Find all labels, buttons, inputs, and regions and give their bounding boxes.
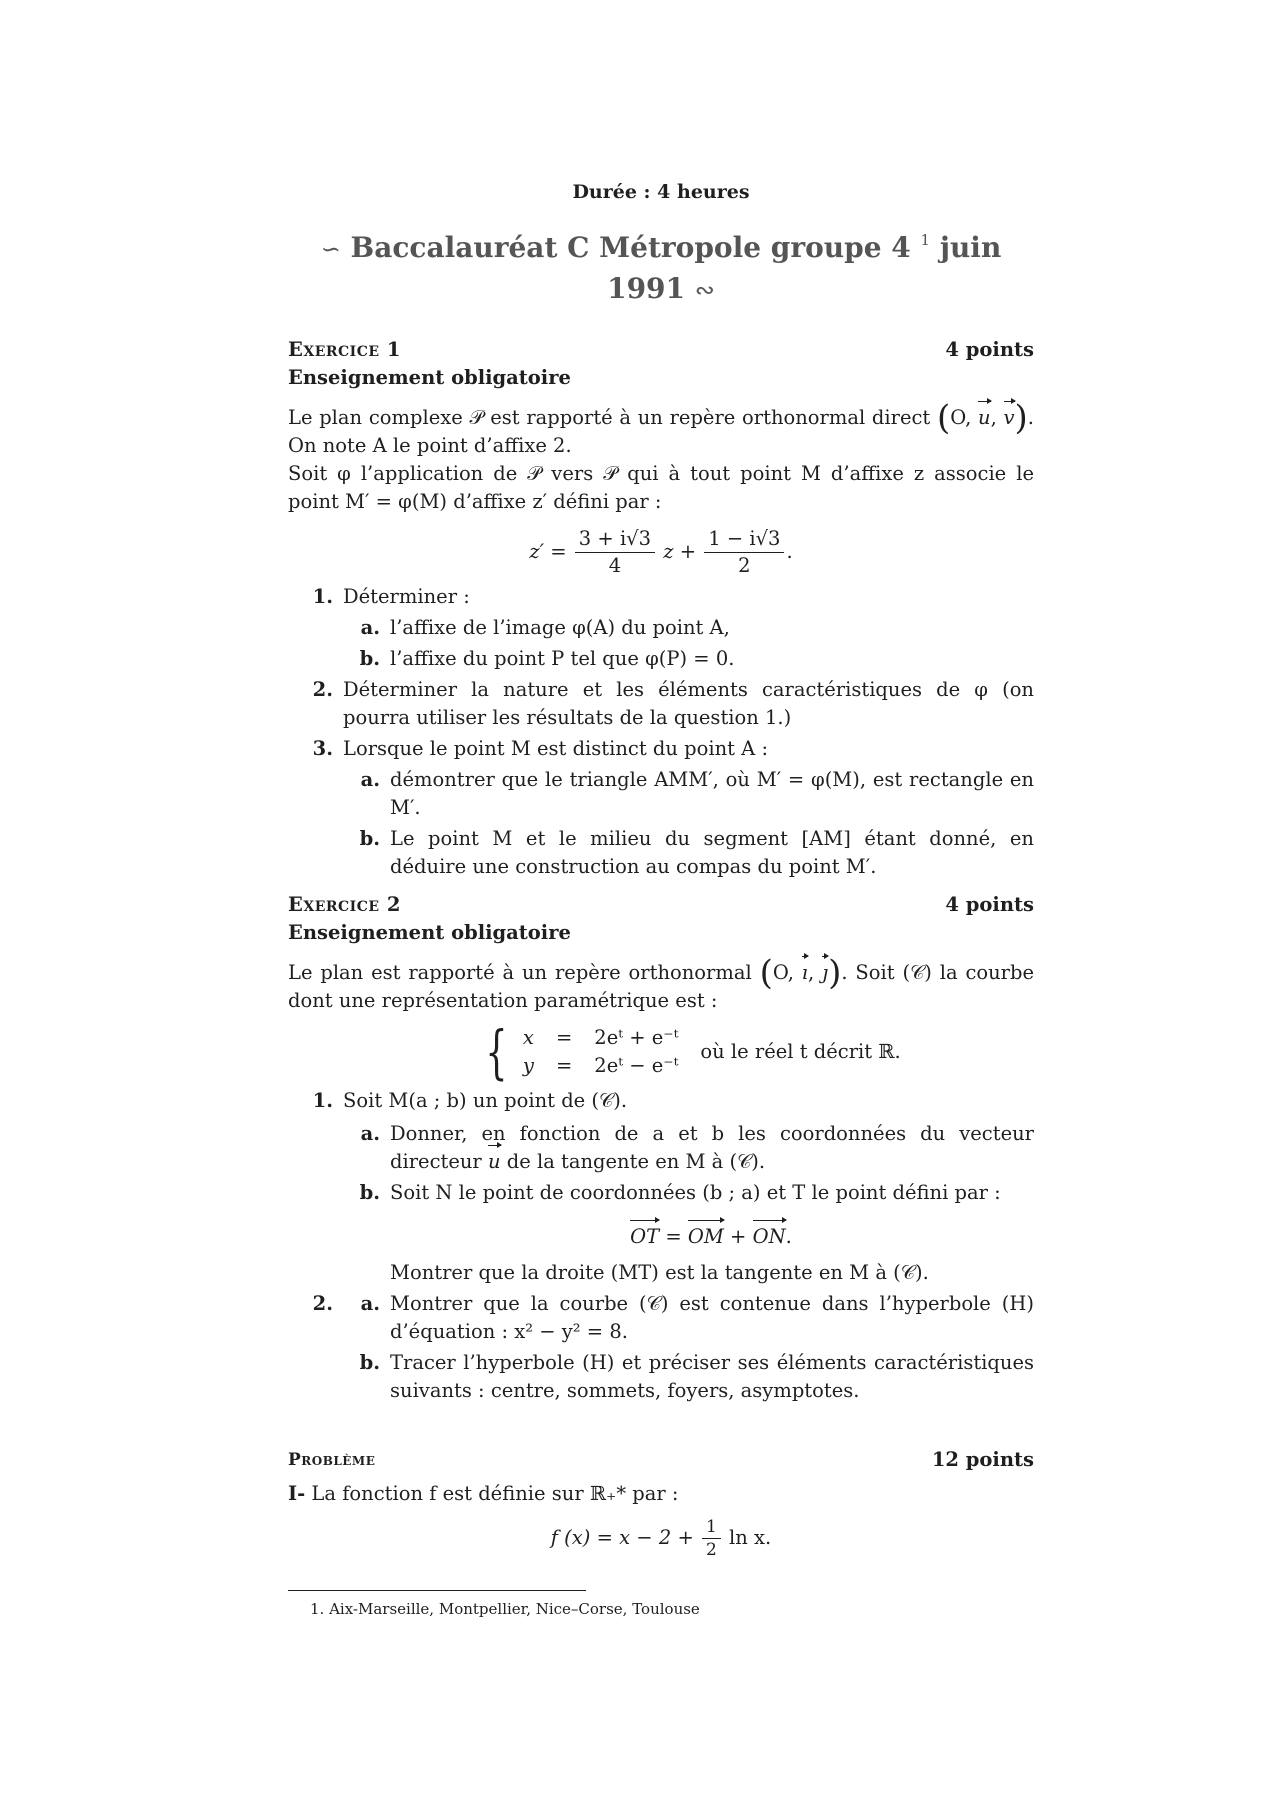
fraction-1: [575, 526, 655, 579]
duration-label: Durée : 4 heures: [572, 181, 750, 203]
exercise-1-intro: [288, 398, 1034, 460]
paren-open: (: [936, 398, 951, 438]
title-text: Baccalauréat C Métropole groupe 4: [350, 231, 911, 264]
question-1: [288, 583, 1034, 611]
system-eq: =: [555, 1026, 573, 1049]
intro-text: Le plan est rapporté à un repère orthonormal: [288, 961, 752, 984]
fraction-2: [704, 526, 784, 579]
exercise-2-header: [288, 891, 1034, 919]
intro-text-end: . On note A le point d’affixe 2.: [288, 406, 1034, 457]
question-text: démontrer que le triangle AMM′, où M′ = φ(M), est rectangle en M′.: [390, 768, 1034, 819]
question-text: [390, 1120, 1034, 1176]
footnote-mark: 1: [920, 231, 931, 249]
exercise-2-intro: [288, 953, 1035, 1015]
question-letter: b.: [359, 1351, 380, 1374]
comma: ,: [808, 961, 815, 984]
question-3: [288, 735, 1034, 763]
vector-plus-sign: +: [730, 1225, 747, 1248]
vector-u: u: [488, 1148, 501, 1176]
system-note: où le réel t décrit ℝ.: [700, 1040, 901, 1063]
question-text: Tracer l’hyperbole (H) et préciser ses éléments caractéristiques suivants : centre, sommets, foyers, asymptotes.: [390, 1351, 1034, 1402]
exercise-1-subtitle: Enseignement obligatoire: [288, 366, 571, 389]
question-letter: a.: [360, 1292, 380, 1315]
question-3a: [288, 766, 1034, 822]
question-text: Lorsque le point M est distinct du point A :: [343, 737, 769, 760]
exercise-2: [288, 891, 1034, 1405]
exercise-2-title: Exercice 2: [288, 893, 401, 916]
vector-u: u: [978, 404, 991, 432]
comma: ,: [990, 406, 997, 429]
question-1b: [288, 1179, 1034, 1207]
question-3b: [288, 825, 1034, 881]
question-1b: [288, 645, 1034, 673]
vector-eq-end: .: [785, 1225, 792, 1248]
formula-lhs: z′ =: [529, 540, 567, 563]
paren-open: (: [759, 953, 773, 993]
question-text: Le point M et le milieu du segment [AM] étant donné, en déduire une construction au compas du point M′.: [390, 827, 1034, 878]
question-number: 1.: [312, 1089, 333, 1112]
paren-close: ): [828, 953, 842, 993]
vector-OT: OT: [630, 1223, 659, 1251]
footnote: [310, 1595, 700, 1623]
vector-ON: ON: [753, 1223, 786, 1251]
problem-intro-text: La fonction f est définie sur ℝ₊* par :: [311, 1482, 679, 1505]
ornament-left-icon: ∽: [320, 235, 341, 263]
question-1a: [288, 1120, 1034, 1176]
fraction-1-num: 3 + i√3: [575, 526, 655, 553]
question-2: [288, 676, 1034, 732]
problem-title: Problème: [288, 1450, 376, 1470]
question-letter: b.: [359, 647, 380, 670]
part-label: I-: [288, 1482, 306, 1505]
question-1: [288, 1087, 1034, 1115]
fraction-half-den: 2: [706, 1540, 717, 1560]
intro-text: Le plan complexe 𝒫 est rapporté à un repère orthonormal direct: [288, 406, 931, 429]
vector-OM: OM: [688, 1223, 724, 1251]
footnote-text: Aix-Marseille, Montpellier, Nice–Corse, Toulouse: [329, 1600, 700, 1618]
parametric-system: [478, 1018, 1034, 1086]
question-letter: b.: [359, 1181, 380, 1204]
fraction-2-num: 1 − i√3: [704, 526, 784, 553]
exercise-1-intro-2: Soit φ l’application de 𝒫 vers 𝒫 qui à tout point M d’affixe z associe le point M′ = φ(M) d’affixe z′ défini par :: [288, 462, 1034, 513]
problem: [288, 1446, 1034, 1561]
page-title: [288, 228, 1034, 310]
footnote-rule: [288, 1590, 586, 1591]
question-2a: [288, 1290, 1034, 1346]
footnote-number: 1.: [310, 1600, 325, 1618]
paren-close: ): [1014, 398, 1028, 438]
ornament-right-icon: ∾: [694, 276, 715, 304]
exercise-2-subtitle: Enseignement obligatoire: [288, 921, 571, 944]
question-text: Soit N le point de coordonnées (b ; a) et T le point défini par :: [390, 1181, 1001, 1204]
vector-v: v: [1004, 404, 1015, 432]
brace-icon: {: [485, 1018, 508, 1086]
question-number: 1.: [312, 585, 333, 608]
fraction-half-num: 1: [702, 1516, 721, 1539]
question-number: 2.: [312, 1292, 333, 1315]
question-text: l’affixe du point P tel que φ(P) = 0.: [390, 647, 735, 670]
question-1b-conclusion: Montrer que la droite (MT) est la tangente en M à (𝒞).: [390, 1261, 929, 1284]
formula-end: .: [786, 540, 793, 563]
fraction-2-den: 2: [738, 554, 751, 577]
problem-header: [288, 1446, 1034, 1474]
question-text: Déterminer :: [343, 585, 470, 608]
question-letter: a.: [360, 768, 380, 791]
vector-eq-sign: =: [665, 1225, 682, 1248]
exercise-2-points: 4 points: [945, 893, 1034, 916]
question-text: Montrer que la courbe (𝒞) est contenue dans l’hyperbole (H) d’équation : x² − y² = 8.: [390, 1292, 1034, 1343]
question-text: l’affixe de l’image φ(A) du point A,: [390, 616, 730, 639]
formula-z-prime: [288, 526, 1034, 579]
question-letter: a.: [360, 616, 380, 639]
question-text-part: Donner, en fonction de a et b les coordonnées du vecteur directeur: [390, 1122, 1034, 1173]
exercise-1-title: Exercice 1: [288, 338, 401, 361]
title-date: juin 1991: [607, 231, 1002, 305]
question-1a: [288, 614, 1034, 642]
system-y: y: [522, 1054, 534, 1077]
exercise-1-header: [288, 336, 1034, 364]
fraction-half: [702, 1516, 721, 1561]
origin-label: O,: [950, 406, 972, 429]
function-definition: [288, 1516, 1034, 1561]
origin-label: O,: [772, 961, 794, 984]
problem-points: 12 points: [931, 1448, 1034, 1471]
system-eq: =: [555, 1054, 573, 1077]
fraction-1-den: 4: [608, 554, 622, 577]
function-rhs: ln x.: [729, 1526, 772, 1549]
system-rhs-2: 2eᵗ − e⁻ᵗ: [594, 1054, 679, 1077]
intro-text-end: . Soit (𝒞) la courbe dont une représentation paramétrique est :: [288, 961, 1035, 1012]
question-letter: b.: [359, 827, 380, 850]
formula-mid: z +: [663, 540, 697, 563]
question-text-part: de la tangente en M à (𝒞).: [506, 1150, 766, 1173]
system-x: x: [522, 1026, 534, 1049]
exercise-1-points: 4 points: [945, 338, 1034, 361]
exercise-1: [288, 336, 1034, 881]
vector-equation: [388, 1223, 1034, 1251]
question-letter: a.: [360, 1122, 380, 1145]
system-rhs-1: 2eᵗ + e⁻ᵗ: [594, 1026, 679, 1049]
question-text: Déterminer la nature et les éléments caractéristiques de φ (on pourra utiliser les résultats de la question 1.): [343, 678, 1034, 729]
question-2b: [288, 1349, 1034, 1405]
question-text: Soit M(a ; b) un point de (𝒞).: [343, 1089, 628, 1112]
vector-j: ȷ: [822, 959, 828, 987]
question-number: 2.: [312, 678, 333, 701]
vector-i: ı: [802, 959, 808, 987]
function-lhs: f (x) = x − 2 +: [550, 1526, 694, 1549]
question-number: 3.: [312, 737, 333, 760]
problem-intro: [288, 1480, 1034, 1508]
